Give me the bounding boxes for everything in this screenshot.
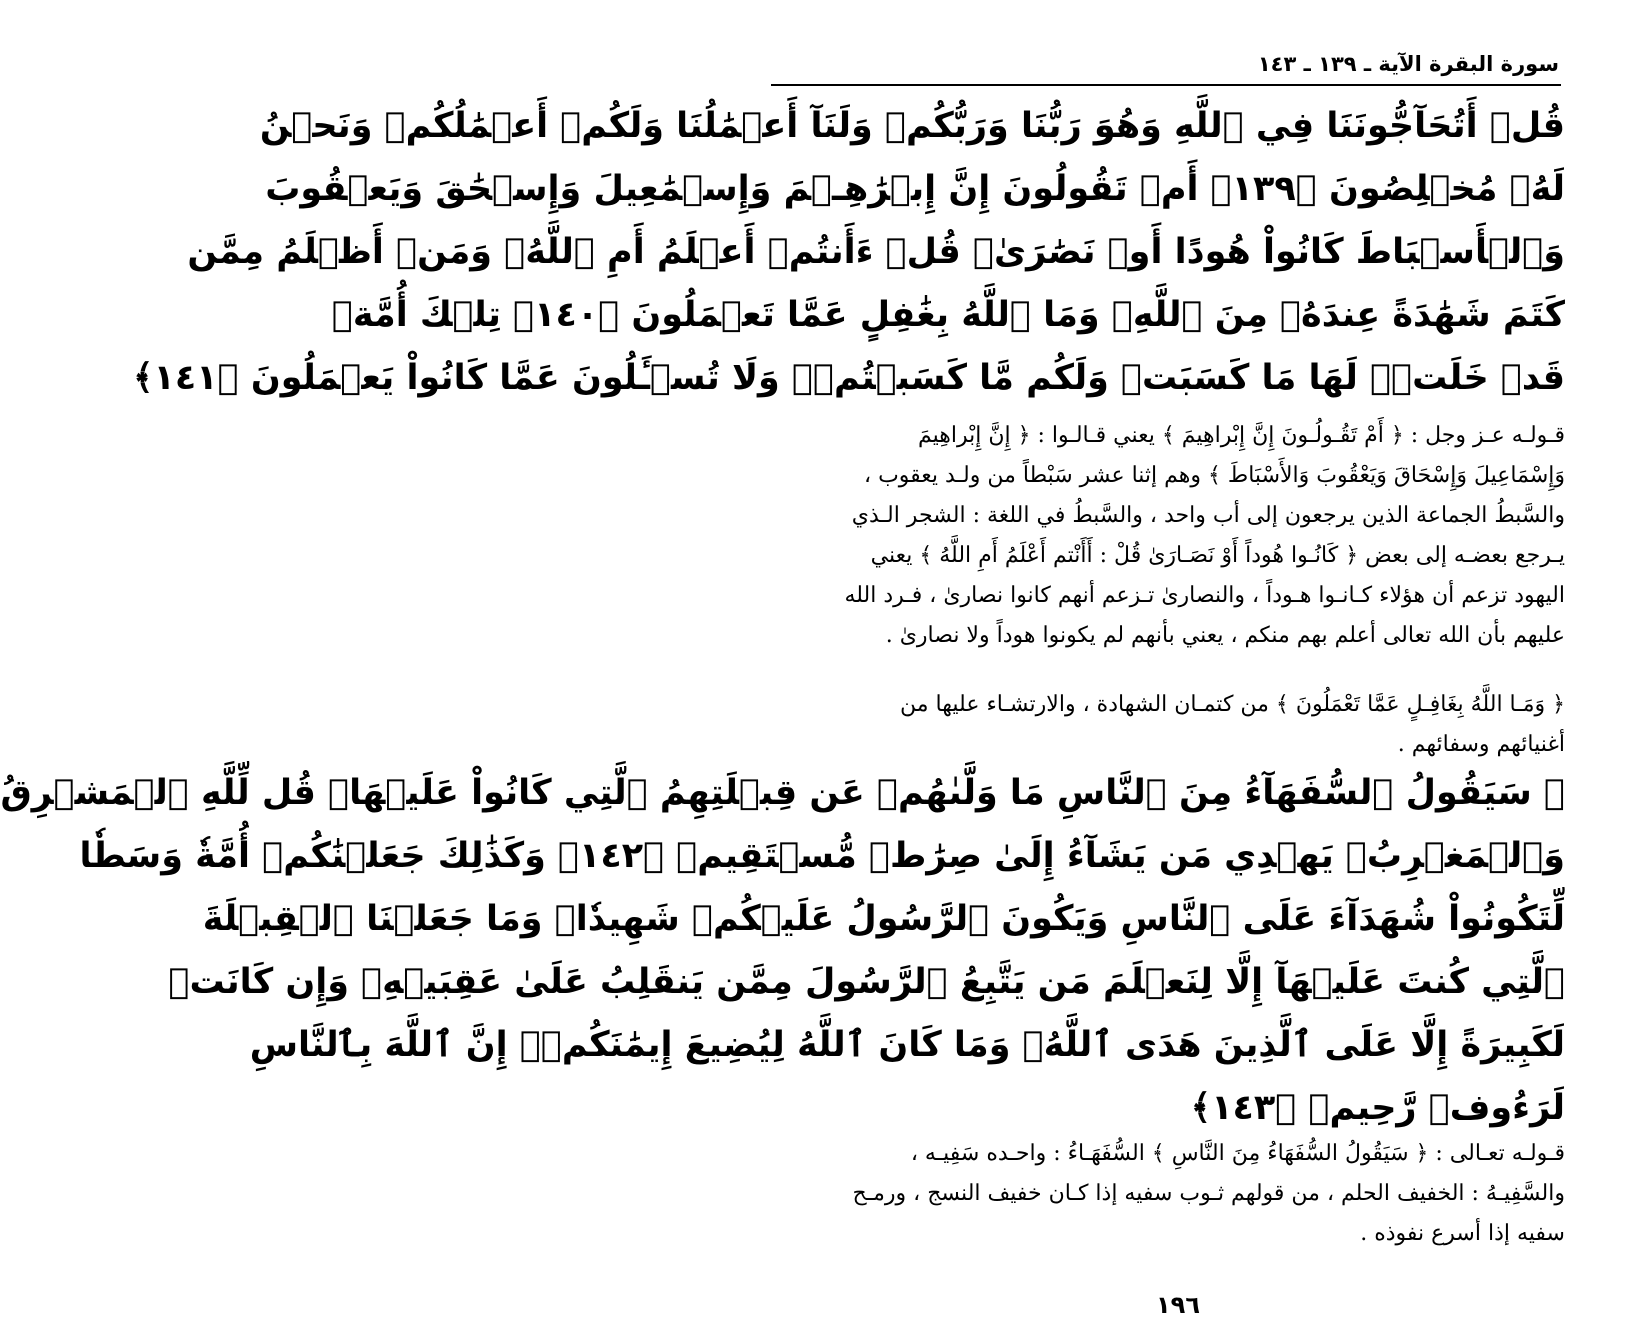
- verse-line: لَهُۥ مُخۡلِصُونَ ﴿١٣٩﴾ أَمۡ تَقُولُونَ إِنَّ إِبۡرَٰهِـۧمَ وَإِسۡمَٰعِيلَ وَإِسۡحَٰقَ وَيَعۡقُوبَ: [265, 169, 1565, 209]
- quran-verses-139-141: [133, 95, 1565, 410]
- verse-line: لَرَءُوفٞ رَّحِيمٞ ﴿١٤٣﴾: [1190, 1088, 1565, 1128]
- commentary-line: ﴿ وَمَـا اللَّهُ بِغَافِـلٍ عَمَّا تَعْمَلُونَ ﴾ من كتمـان الشهادة ، والارتشـاء عليها من: [900, 692, 1565, 717]
- verse-line: قَدۡ خَلَتۡۖ لَهَا مَا كَسَبَتۡ وَلَكُم مَّا كَسَبۡتُمۡۖ وَلَا تُسۡـَٔلُونَ عَمَّا كَانُواْ يَعۡمَلُونَ ﴿١٤١﴾: [133, 358, 1565, 398]
- commentary-line: والسَّبطُ الجماعة الذين يرجعون إلى أب واحد ، والسَّبطُ في اللغة : الشجر الـذي: [851, 503, 1565, 528]
- commentary-line: والسَّفِيـهُ : الخفيف الحلم ، من قولهم ثـوب سفيه إذا كـان خفيف النسج ، ورمـح: [852, 1181, 1565, 1206]
- commentary-line: عليهم بأن الله تعالى أعلم بهم منكم ، يعني بأنهم لم يكونوا هوداً ولا نصارىٰ .: [885, 623, 1565, 648]
- commentary-line: اليهود تزعم أن هؤلاء كـانـوا هـوداً ، والنصارىٰ تـزعم أنهم كانوا نصارىٰ ، فـرد الله: [844, 583, 1565, 608]
- commentary-line: أغنيائهم وسفائهم .: [1397, 732, 1565, 757]
- verse-line: وَٱلۡمَغۡرِبُۚ يَهۡدِي مَن يَشَآءُ إِلَىٰ صِرَٰطٖ مُّسۡتَقِيمٖ ﴿١٤٢﴾ وَكَذَٰلِكَ جَعَلۡنَٰكُمۡ أُمَّةٗ وَسَطٗا: [79, 836, 1565, 876]
- quran-verses-142-143: [0, 762, 1565, 1140]
- commentary-line: يـرجع بعضـه إلى بعض ﴿ كَانُـوا هُوداً أَوْ نَصَـارَىٰ قُلْ : أَأَنْتم أَعْلَمُ أَمِ اللَّهُ ﴾ يعني: [870, 543, 1565, 568]
- verse-line: ۞ سَيَقُولُ ٱلسُّفَهَآءُ مِنَ ٱلنَّاسِ مَا وَلَّىٰهُمۡ عَن قِبۡلَتِهِمُ ٱلَّتِي كَانُواْ عَلَيۡهَاۚ قُل لِّلَّهِ ٱلۡمَشۡرِقُ: [0, 773, 1565, 813]
- commentary-line: قـولـه تعـالى : ﴿ سَيَقُولُ السُّفَهَاءُ مِنَ النَّاسِ ﴾ السُّفَهَـاءُ : واحـده سَفِيـه ،: [910, 1141, 1565, 1166]
- verse-line: ٱلَّتِي كُنتَ عَلَيۡهَآ إِلَّا لِنَعۡلَمَ مَن يَتَّبِعُ ٱلرَّسُولَ مِمَّن يَنقَلِبُ عَلَىٰ عَقِبَيۡهِۚ وَإِن كَانَتۡ: [168, 962, 1565, 1002]
- page-number: ١٩٦: [1156, 1291, 1200, 1319]
- commentary-line: سفيه إذا أسرع نفوذه .: [1360, 1221, 1565, 1246]
- verse-line: قُلۡ أَتُحَآجُّونَنَا فِي ٱللَّهِ وَهُوَ رَبُّنَا وَرَبُّكُمۡ وَلَنَآ أَعۡمَٰلُنَا وَلَكُمۡ أَعۡمَٰلُكُمۡ وَنَحۡنُ: [259, 106, 1565, 146]
- header-rule: [771, 84, 1561, 86]
- verse-line: كَتَمَ شَهَٰدَةً عِندَهُۥ مِنَ ٱللَّهِۗ وَمَا ٱللَّهُ بِغَٰفِلٍ عَمَّا تَعۡمَلُونَ ﴿١٤٠﴾ تِلۡكَ أُمَّةٞ: [331, 295, 1565, 335]
- page-header-title: سورة البقرة الآية ـ ١٣٩ ـ ١٤٣: [1257, 52, 1559, 76]
- commentary-paragraph-3: [769, 1134, 1565, 1254]
- commentary-line: وَإِسْمَاعِيلَ وَإِسْحَاقَ وَيَعْقُوبَ وَالأَسْبَاطَ ﴾ وهم إثنا عشر سَبْطاً من ولـد يعقوب ،: [864, 463, 1565, 488]
- verse-line: وَٱلۡأَسۡبَاطَ كَانُواْ هُودًا أَوۡ نَصَٰرَىٰۗ قُلۡ ءَأَنتُمۡ أَعۡلَمُ أَمِ ٱللَّهُۗ وَمَنۡ أَظۡلَمُ مِمَّن: [187, 232, 1565, 272]
- verse-line: لِّتَكُونُواْ شُهَدَآءَ عَلَى ٱلنَّاسِ وَيَكُونَ ٱلرَّسُولُ عَلَيۡكُمۡ شَهِيدٗاۗ وَمَا جَعَلۡنَا ٱلۡقِبۡلَةَ: [202, 899, 1565, 939]
- commentary-paragraph-1: [769, 416, 1565, 656]
- verse-line: لَكَبِيرَةً إِلَّا عَلَى ٱلَّذِينَ هَدَى ٱللَّهُۗ وَمَا كَانَ ٱللَّهُ لِيُضِيعَ إِيمَٰنَكُمۡۚ إِنَّ ٱللَّهَ بِٱلنَّاسِ: [249, 1025, 1565, 1065]
- commentary-paragraph-2: [769, 685, 1565, 765]
- commentary-line: قـولـه عـز وجل : ﴿ أَمْ تَقُـولُـونَ إِنَّ إِبْراهِيمَ ﴾ يعني قـالـوا : ﴿ إِنَّ إِبْراهِيمَ: [917, 423, 1565, 448]
